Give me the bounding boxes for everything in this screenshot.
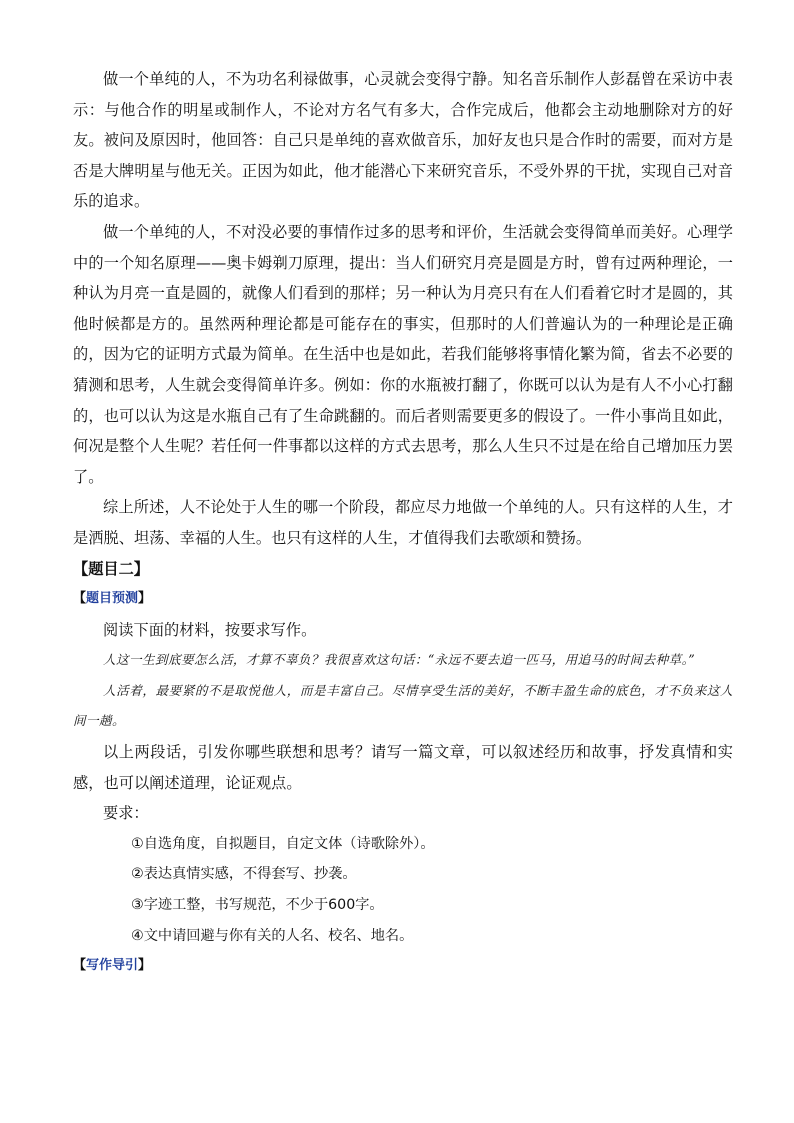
document-page <box>73 64 733 982</box>
requirement-item-4: ④文中请回避与你有关的人名、校名、地名。 <box>131 927 414 944</box>
requirement-item-2: ②表达真情实感，不得套写、抄袭。 <box>131 866 357 883</box>
material-quote-2: 人活着，最要紧的不是取悦他人，而是丰富自己。尽情享受生活的美好，不断丰盈生命的底色，才不负来这人间一趟。 <box>73 682 733 729</box>
requirements-label: 要求： <box>103 804 149 823</box>
material-quote-1: 人这一生到底要怎么活，才算不辜负？我很喜欢这句话：“永远不要去追一匹马，用追马的时间去种草。” <box>103 652 696 668</box>
requirement-item-3: ③字迹工整，书写规范，不少于600字。 <box>131 897 384 914</box>
writing-prompt: 以上两段话，引发你哪些联想和思考？请写一篇文章，可以叙述经历和故事，抒发真情和实感，也可以阐述道理，论证观点。 <box>73 743 733 792</box>
essay-paragraph-2: 做一个单纯的人，不对没必要的事情作过多的思考和评价，生活就会变得简单而美好。心理学中的一个知名原理——奥卡姆剃刀原理，提出：当人们研究月亮是圆是方时，曾有过两种理论，一种认为月亮一直是圆的，就像人们看到的那样；另一种认为月亮只有在人们看着它时才是圆的，其他时候都是方的。虽然两种理论都是可能存在的事实，但那时的人们普遍认为的一种理论是正确的，因为它的证明方式最为简单。在生活中也是如此，若我们能够将事情化繁为简，省去不必要的猜测和思考，人生就会变得简单许多。例如：你的水瓶被打翻了，你既可以认为是有人不小心打翻的，也可以认为这是水瓶自己有了生命跳翻的。而后者则需要更多的假设了。一件小事尚且如此，何况是整个人生呢？若任何一件事都以这样的方式去思考，那么人生只不过是在给自己增加压力罢了。 <box>73 222 733 486</box>
essay-paragraph-3: 综上所述，人不论处于人生的哪一个阶段，都应尽力地做一个单纯的人。只有这样的人生，才是洒脱、坦荡、幸福的人生。也只有这样的人生，才值得我们去歌颂和赞扬。 <box>73 498 733 547</box>
requirement-item-1: ①自选角度，自拟题目，自定文体（诗歌除外）。 <box>131 835 435 852</box>
forecast-heading: 【题目预测】 <box>73 591 152 607</box>
instruction-text: 阅读下面的材料，按要求写作。 <box>103 620 317 639</box>
guide-label: 写作导引 <box>86 958 139 974</box>
forecast-label: 题目预测 <box>86 591 139 607</box>
essay-paragraph-1: 做一个单纯的人，不为功名利禄做事，心灵就会变得宁静。知名音乐制作人彭磊曾在采访中表示：与他合作的明星或制作人，不论对方名气有多大，合作完成后，他都会主动地删除对方的好友。被问及原因时，他回答：自己只是单纯的喜欢做音乐，加好友也只是合作时的需要，而对方是否是大牌明星与他无关。正因为如此，他才能潜心下来研究音乐，不受外界的干扰，实现自己对音乐的追求。 <box>73 70 733 211</box>
guide-heading: 【写作导引】 <box>73 958 152 974</box>
section-title: 【题目二】 <box>73 559 149 578</box>
